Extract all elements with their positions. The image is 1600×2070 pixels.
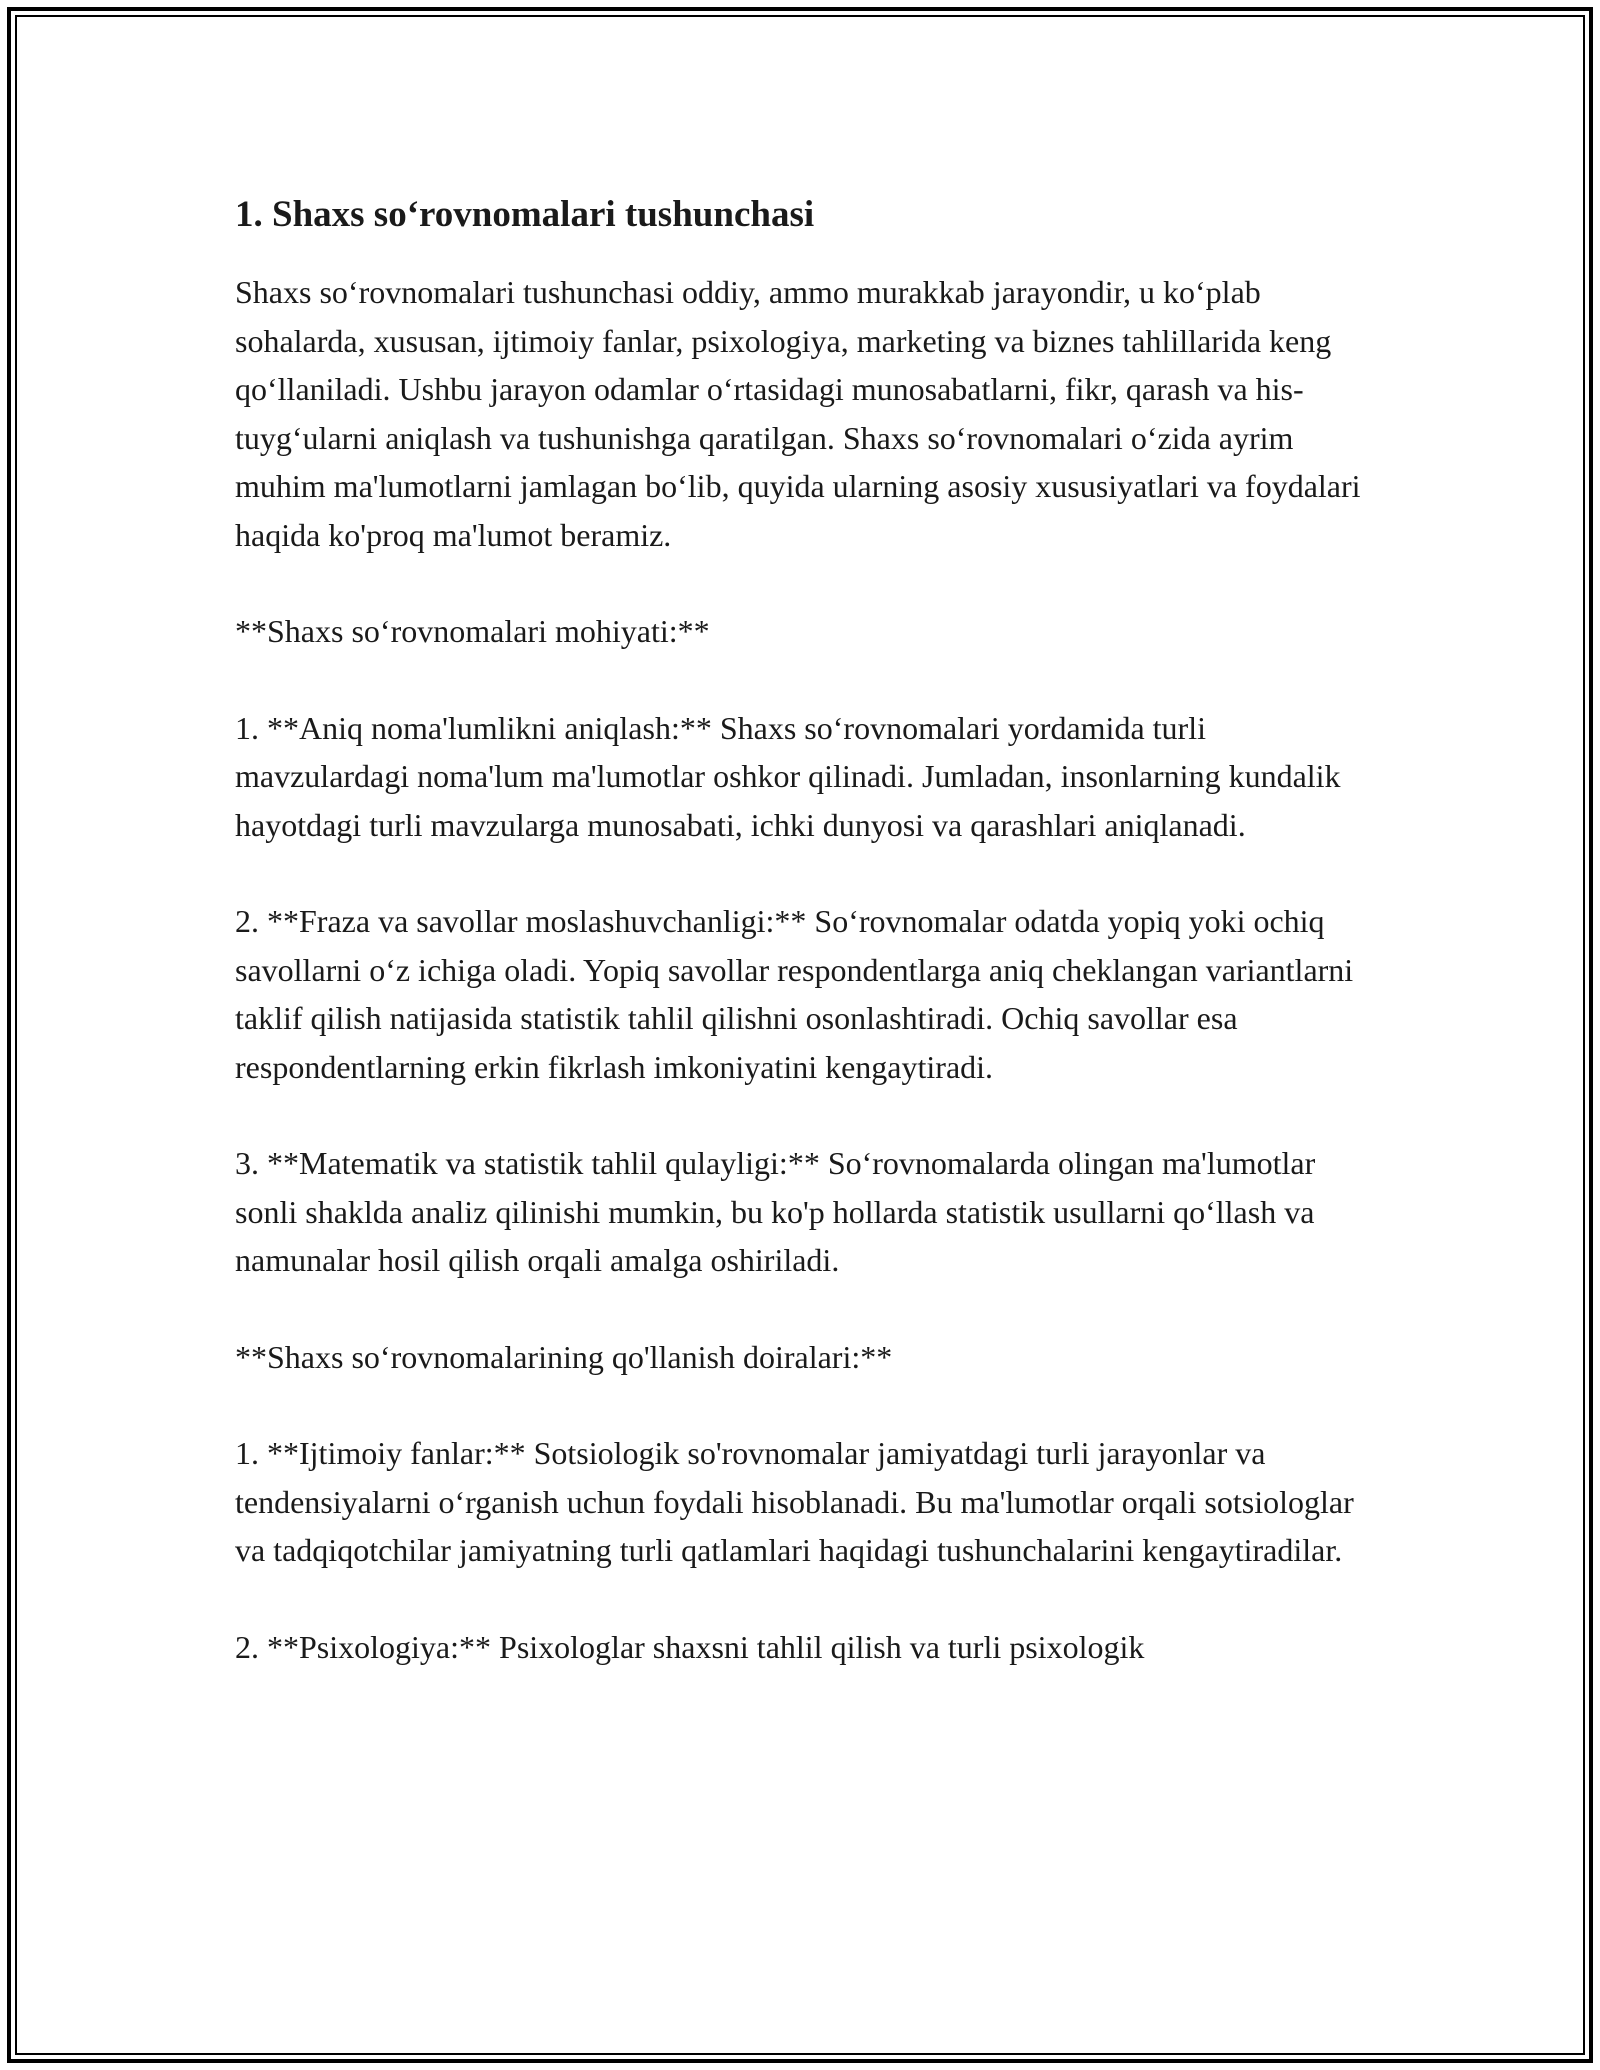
- section-heading-applications: **Shaxs so‘rovnomalarining qo'llanish doiralari:**: [235, 1338, 893, 1375]
- document-heading: 1. Shaxs so‘rovnomalari tushunchasi: [235, 194, 815, 235]
- intro-paragraph: Shaxs so‘rovnomalari tushunchasi oddiy, ammo murakkab jarayondir, u ko‘plab sohalarda, xususan, ijtimoiy fanlar, psixologiya, marketing va biznes tahlillarida keng qo‘llaniladi. Ushbu jarayon odamlar o‘rtasidagi munosabatlarni, fikr, qarash va his-tuyg‘ularni aniqlash va tushunishga qaratilgan. Shaxs so‘rovnomalari o‘zida ayrim muhim ma'lumotlarni jamlagan bo‘lib, quyida ularning asosiy xususiyatlari va foydalari haqida ko'proq ma'lumot beramiz.: [235, 274, 1361, 553]
- application-item-1: 1. **Ijtimoiy fanlar:** Sotsiologik so'rovnomalar jamiyatdagi turli jarayonlar va tendensiyalarni o‘rganish uchun foydali hisoblanadi. Bu ma'lumotlar orqali sotsiologlar va tadqiqotchilar jamiyatning turli qatlamlari haqidagi tushunchalarini kengaytiradilar.: [235, 1435, 1354, 1568]
- section-heading-essence: **Shaxs so‘rovnomalari mohiyati:**: [235, 613, 710, 649]
- essence-item-1: 1. **Aniq noma'lumlikni aniqlash:** Shaxs so‘rovnomalari yordamida turli mavzulardagi noma'lum ma'lumotlar oshkor qilinadi. Jumladan, insonlarning kundalik hayotdagi turli mavzularga munosabati, ichki dunyosi va qarashlari aniqlanadi.: [235, 709, 1341, 843]
- essence-item-3: 3. **Matematik va statistik tahlil qulayligi:** So‘rovnomalarda olingan ma'lumotlar sonli shaklda analiz qilinishi mumkin, bu ko'p hollarda statistik usullarni qo‘llash va namunalar hosil qilish orqali amalga oshiriladi.: [235, 1145, 1316, 1278]
- essence-item-2: 2. **Fraza va savollar moslashuvchanligi:** So‘rovnomalar odatda yopiq yoki ochiq savollarni o‘z ichiga oladi. Yopiq savollar respondentlarga aniq cheklangan variantlarni taklif qilish natijasida statistik tahlil qilishni osonlashtiradi. Ochiq savollar esa respondentlarning erkin fikrlash imkoniyatini kengaytiradi.: [235, 903, 1354, 1085]
- document-page: [235, 188, 1375, 1671]
- application-item-2: 2. **Psixologiya:** Psixologlar shaxsni tahlil qilish va turli psixologik: [235, 1628, 1145, 1665]
